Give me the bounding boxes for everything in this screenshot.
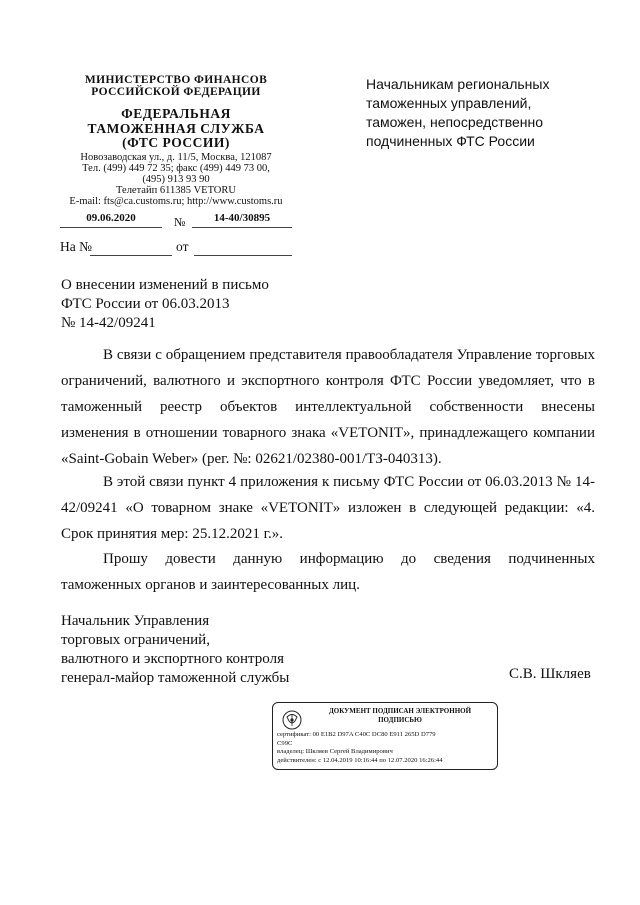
stamp-certificate: сертификат: 00 E1B2 D97A C40C DC80 E911 265D D779 — [277, 731, 436, 738]
paragraph-text: В этой связи пункт 4 приложения к письму ФТС России от 06.03.2013 № 14-42/09241 «О товарном знаке «VETONIT» изложен в следующей редакции: «4. Срок принятия мер: 25.12.2021 г.». — [61, 474, 595, 542]
ministry-line: МИНИСТЕРСТВО ФИНАНСОВ — [84, 74, 268, 86]
letter-subject — [61, 276, 321, 333]
stamp-title-line: ДОКУМЕНТ ПОДПИСАН ЭЛЕКТРОННОЙ — [328, 707, 472, 715]
subject-line: № 14-42/09241 — [61, 315, 156, 331]
paragraph-text: В связи с обращением представителя правообладателя Управление торговых ограничений, валютного и экспортного контроля ФТС России уведомляет, что в таможенный реестр объектов интеллектуальной собственности внесены изменения в отношении товарного знака «VETONIT», принадлежащего компании «Saint-Gobain Weber» (рег. №: 02621/02380-001/ТЗ-040313). — [61, 347, 595, 467]
letter-number: 14-40/30895 — [192, 212, 292, 228]
phone-line: Тел. (499) 449 72 35; факс (499) 449 73 00, — [82, 163, 270, 174]
addressee-line: таможен, непосредственно — [366, 114, 544, 130]
addressee-line: Начальникам региональных — [366, 76, 550, 92]
body-paragraph-1 — [61, 342, 595, 472]
subject-line: О внесении изменений в письмо — [61, 277, 269, 293]
email-line: E-mail: fts@ca.customs.ru; http://www.customs.ru — [69, 196, 283, 207]
stamp-title-line: ПОДПИСЬЮ — [378, 716, 422, 724]
reference-blank — [90, 255, 172, 256]
service-name — [51, 107, 301, 151]
reference-label: На № — [60, 239, 92, 254]
position-line: валютного и экспортного контроля — [61, 651, 284, 667]
body-paragraph-2 — [61, 469, 595, 547]
eagle-emblem-icon — [281, 709, 303, 731]
position-line: генерал-майор таможенной службы — [61, 670, 290, 686]
stamp-validity: действителен: с 12.04.2019 10:16:44 по 12.07.2020 16:26:44 — [277, 756, 443, 764]
stamp-details — [277, 731, 493, 765]
subject-line: ФТС России от 06.03.2013 — [61, 296, 230, 312]
from-label: от — [176, 239, 189, 254]
stamp-certificate-cont: C99C — [277, 739, 293, 747]
stamp-owner: владелец: Шкляев Сергей Владимирович — [277, 748, 393, 756]
ministry-name — [51, 74, 301, 98]
service-line: ФЕДЕРАЛЬНАЯ — [121, 106, 231, 121]
teletype-line: Телетайп 611385 VETORU — [116, 185, 236, 196]
position-line: торговых ограничений, — [61, 632, 210, 648]
from-blank — [194, 255, 292, 256]
address-line: Новозаводская ул., д. 11/5, Москва, 121087 — [80, 152, 272, 163]
position-line: Начальник Управления — [61, 613, 210, 629]
signer-position — [61, 612, 391, 688]
body-paragraph-3 — [61, 546, 595, 598]
paragraph-text: Прошу довести данную информацию до сведения подчиненных таможенных органов и заинтересованных лиц. — [61, 551, 595, 593]
e-signature-stamp — [272, 702, 498, 770]
stamp-title — [307, 707, 493, 725]
date-number-line — [60, 212, 292, 232]
addressee — [366, 75, 606, 151]
reference-line — [60, 239, 292, 259]
ministry-line: РОССИЙСКОЙ ФЕДЕРАЦИИ — [91, 86, 261, 98]
addressee-line: подчиненных ФТС России — [366, 133, 535, 149]
service-address — [51, 152, 301, 207]
signer-name: С.В. Шкляев — [509, 666, 591, 682]
service-line: (ФТС РОССИИ) — [122, 135, 230, 150]
phone-line: (495) 913 93 90 — [142, 174, 210, 185]
number-sign: № — [174, 215, 186, 229]
service-line: ТАМОЖЕННАЯ СЛУЖБА — [87, 120, 265, 136]
letter-date: 09.06.2020 — [60, 212, 162, 228]
addressee-line: таможенных управлений, — [366, 95, 532, 111]
